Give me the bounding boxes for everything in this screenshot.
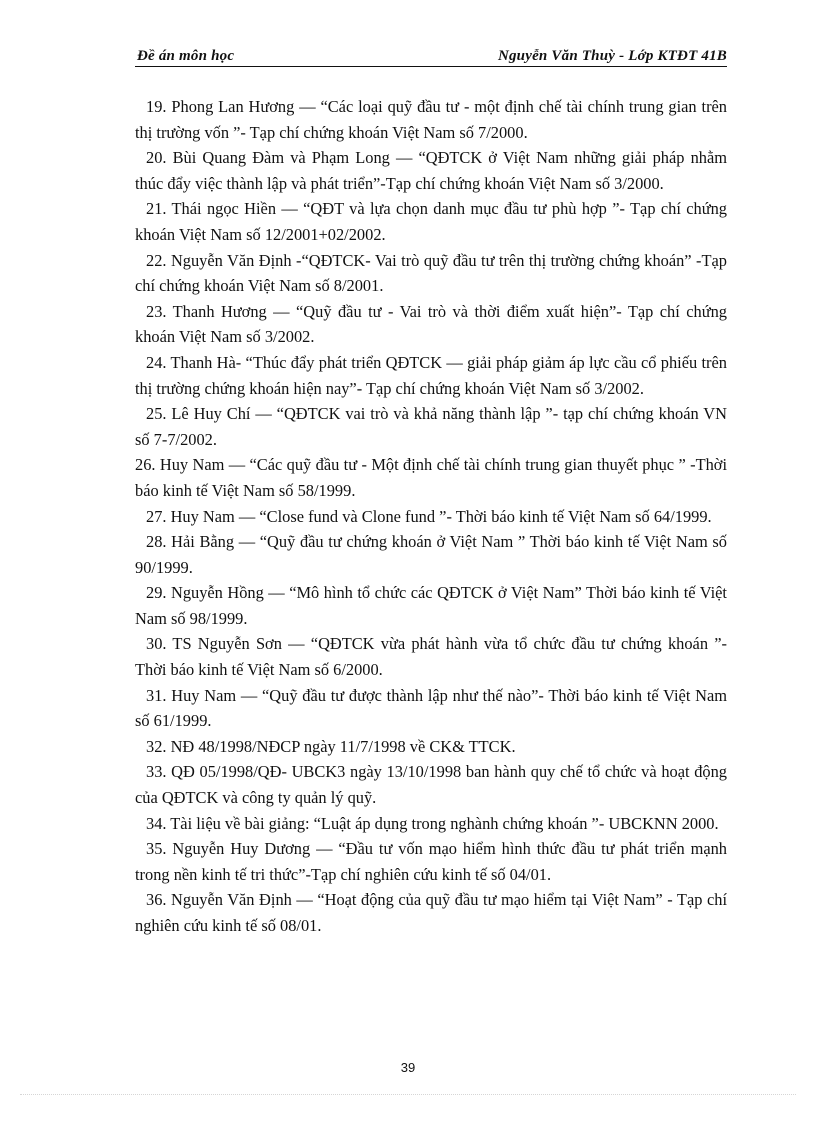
page-number: 39 — [400, 1060, 416, 1075]
reference-item: 21. Thái ngọc Hiền — “QĐT và lựa chọn danh mục đầu tư phù hợp ”- Tạp chí chứng khoán Việt Nam số 12/2001+02/2002. — [135, 199, 727, 244]
reference-item: 20. Bùi Quang Đàm và Phạm Long — “QĐTCK ở Việt Nam những giải pháp nhằm thúc đẩy việc thành lập và phát triển”-Tạp chí chứng khoán Việt Nam số 3/2000. — [135, 148, 727, 193]
reference-item: 23. Thanh Hương — “Quỹ đầu tư - Vai trò và thời điểm xuất hiện”- Tạp chí chứng khoán Việt Nam số 3/2002. — [135, 301, 727, 347]
reference-item: 33. QĐ 05/1998/QĐ- UBCK3 ngày 13/10/1998 ban hành quy chế tổ chức và hoạt động của QĐTCK và công ty quản lý quỹ. — [135, 762, 727, 808]
header-author-class: Nguyễn Văn Thuỳ - Lớp KTĐT 41B — [497, 48, 727, 64]
reference-item: 26. Huy Nam — “Các quỹ đầu tư - Một định chế tài chính trung gian thuyết phục ” -Thời báo kinh tế Việt Nam số 58/1999. — [135, 455, 727, 500]
reference-item: 32. NĐ 48/1998/NĐCP ngày 11/7/1998 về CK& TTCK. — [146, 736, 516, 756]
reference-item: 35. Nguyễn Huy Dương — “Đầu tư vốn mạo hiểm hình thức đầu tư phát triển mạnh trong nền kinh tế tri thức”-Tạp chí nghiên cứu kinh tế số 04/01. — [135, 839, 727, 884]
reference-item: 19. Phong Lan Hương — “Các loại quỹ đầu tư - một định chế tài chính trung gian trên thị trường vốn ”- Tạp chí chứng khoán Việt Nam số 7/2000. — [135, 97, 727, 142]
reference-item: 27. Huy Nam — “Close fund và Clone fund ”- Thời báo kinh tế Việt Nam số 64/1999. — [146, 506, 712, 526]
reference-item: 36. Nguyễn Văn Định — “Hoạt động của quỹ đầu tư mạo hiểm tại Việt Nam” - Tạp chí nghiên cứu kinh tế số 08/01. — [135, 890, 727, 935]
reference-item: 34. Tài liệu về bài giảng: “Luật áp dụng trong nghành chứng khoán ”- UBCKNN 2000. — [146, 813, 719, 833]
reference-item: 31. Huy Nam — “Quỹ đầu tư được thành lập như thế nào”- Thời báo kinh tế Việt Nam số 61/1999. — [135, 685, 727, 731]
reference-item: 24. Thanh Hà- “Thúc đẩy phát triển QĐTCK — giải pháp giảm áp lực cầu cổ phiếu trên thị trường chứng khoán hiện nay”- Tạp chí chứng khoán Việt Nam số 3/2002. — [135, 352, 727, 398]
reference-item: 28. Hải Bằng — “Quỹ đầu tư chứng khoán ở Việt Nam ” Thời báo kinh tế Việt Nam số 90/1999. — [135, 532, 727, 577]
reference-item: 29. Nguyễn Hồng — “Mô hình tổ chức các QĐTCK ở Việt Nam” Thời báo kinh tế Việt Nam số 98/1999. — [135, 583, 727, 628]
reference-item: 30. TS Nguyễn Sơn — “QĐTCK vừa phát hành vừa tổ chức đầu tư chứng khoán ”- Thời báo kinh tế Việt Nam số 6/2000. — [135, 634, 727, 680]
reference-item: 25. Lê Huy Chí — “QĐTCK vai trò và khả năng thành lập ”- tạp chí chứng khoán VN số 7-7/2002. — [135, 404, 727, 449]
header-course-title: Đề án môn học — [137, 48, 235, 64]
reference-list — [135, 94, 727, 939]
header-rule — [135, 66, 727, 67]
page-bottom-divider — [20, 1094, 796, 1095]
reference-item: 22. Nguyễn Văn Định -“QĐTCK- Vai trò quỹ đầu tư trên thị trường chứng khoán” -Tạp chí chứng khoán Việt Nam số 8/2001. — [135, 250, 727, 296]
page-header — [135, 44, 727, 68]
